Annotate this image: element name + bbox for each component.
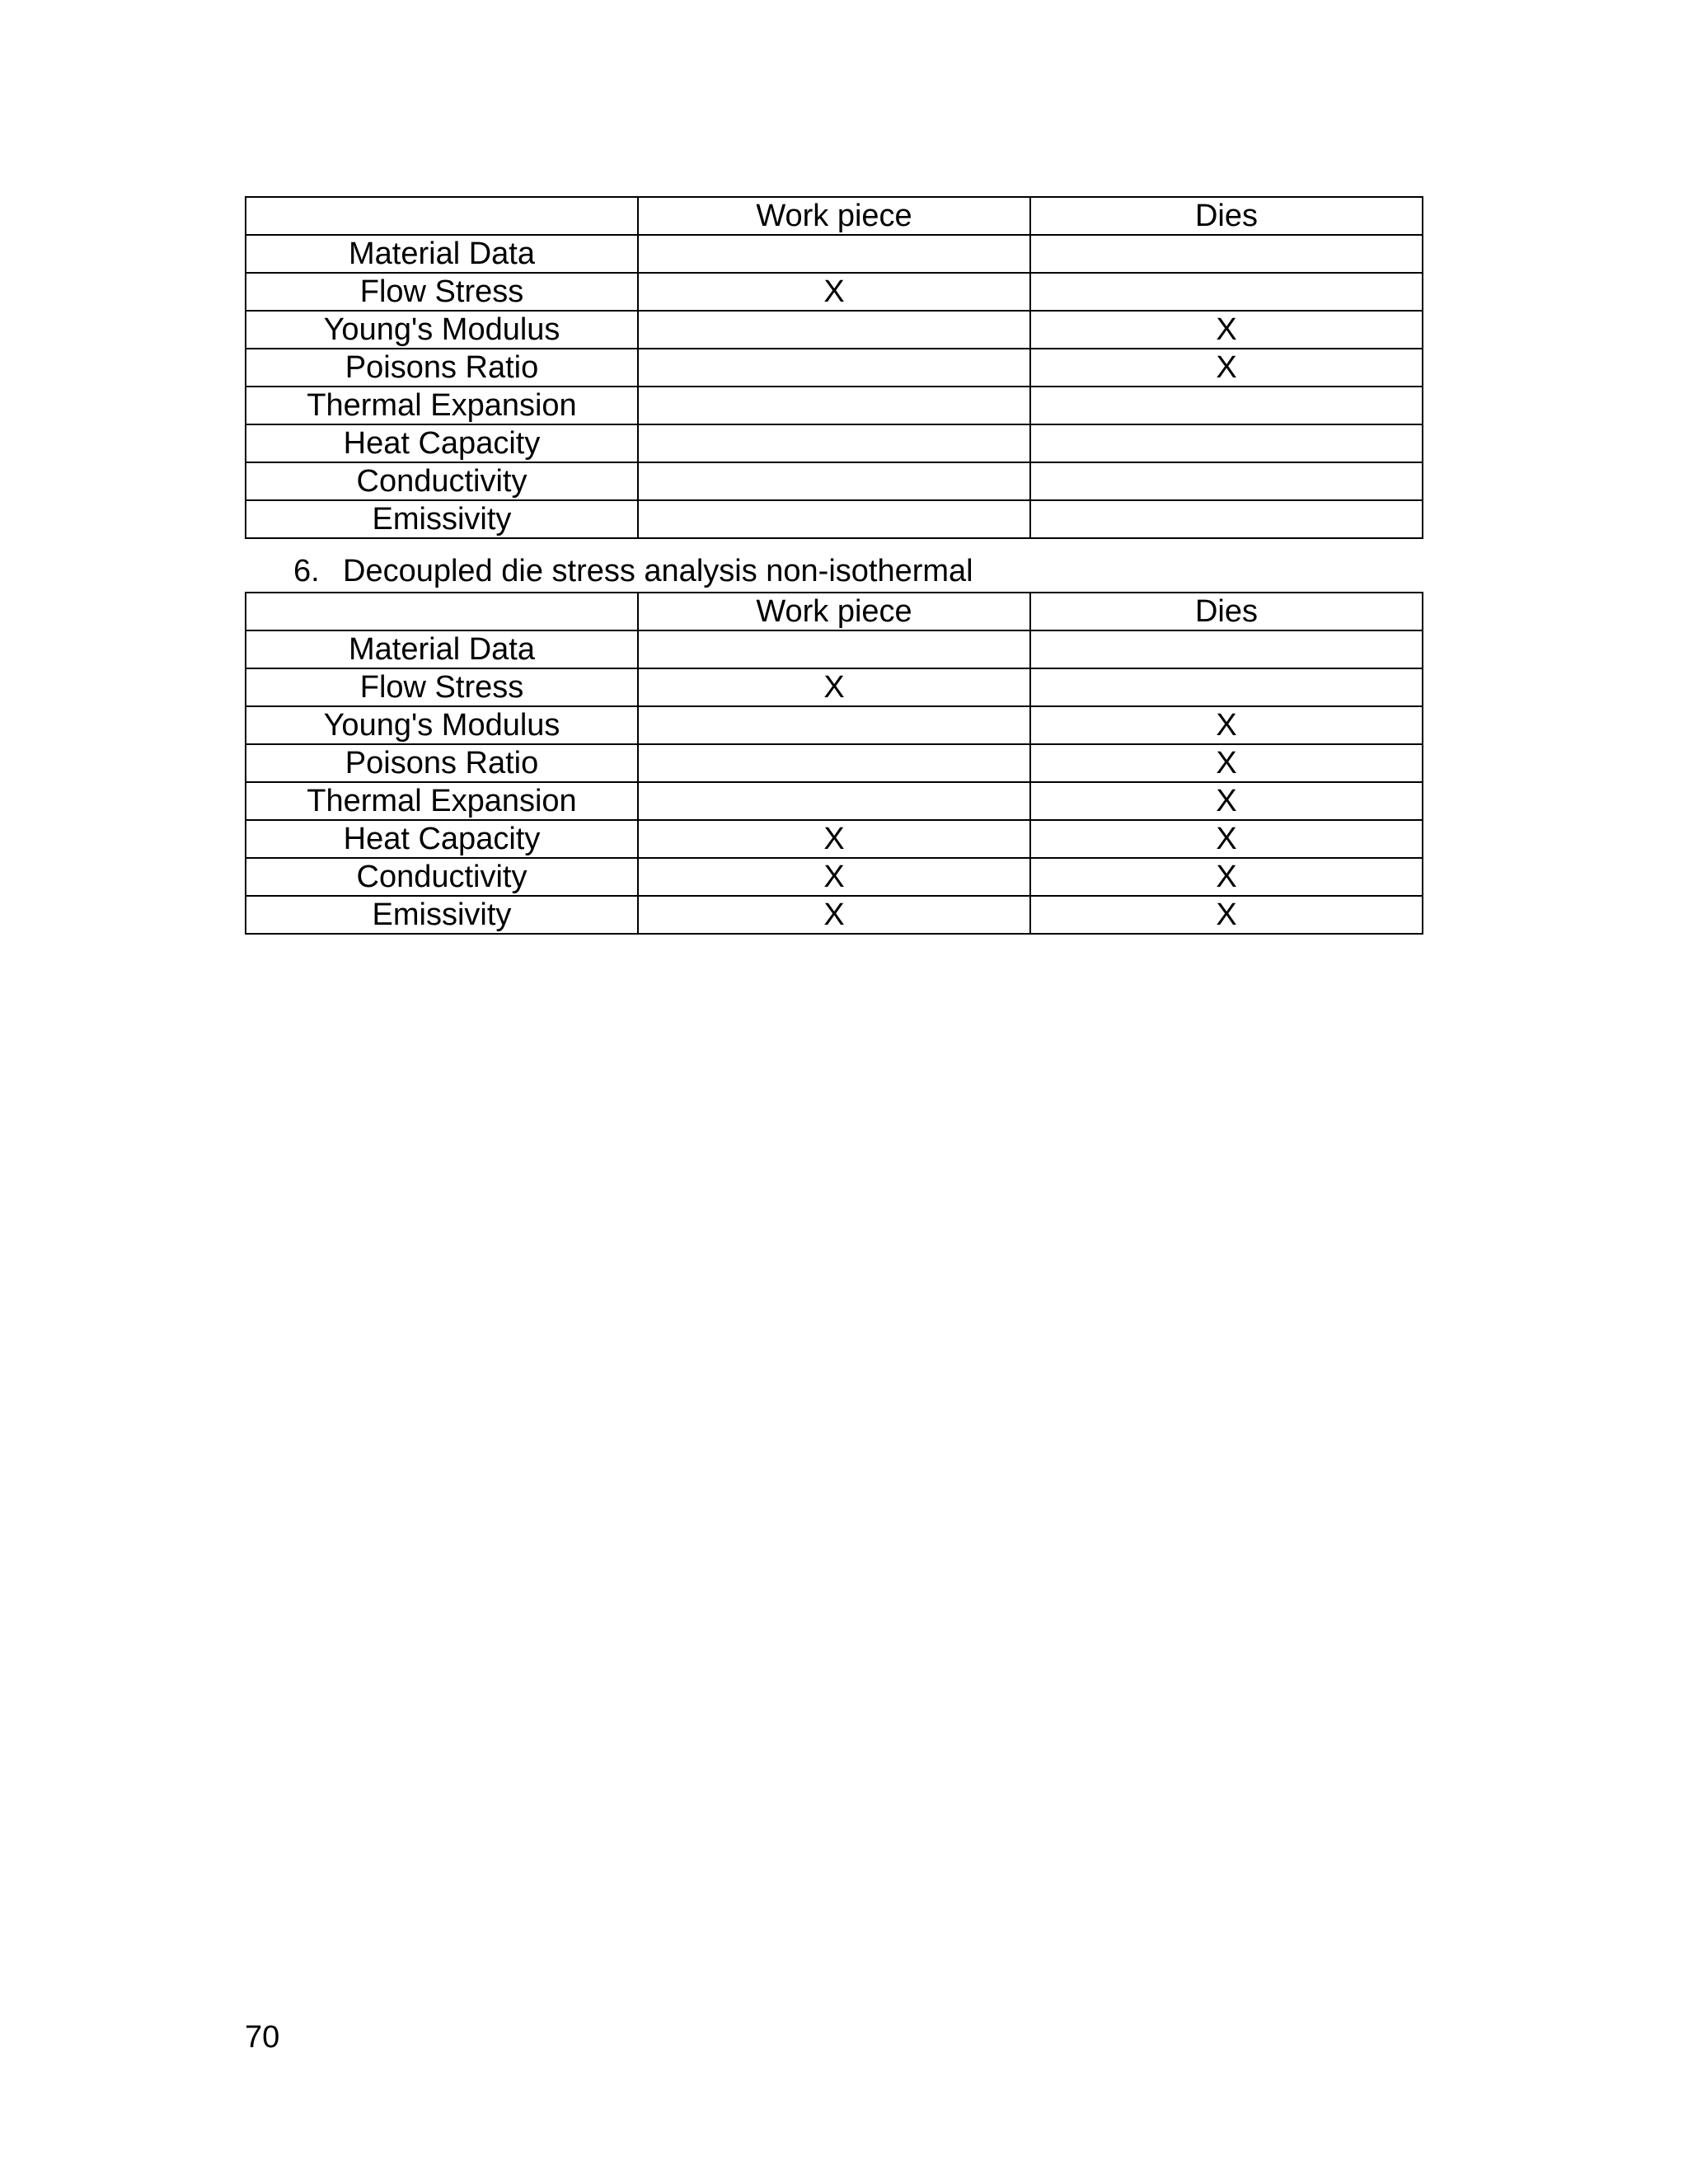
work-piece-cell [638, 462, 1030, 500]
work-piece-cell [638, 387, 1030, 424]
work-piece-cell: X [638, 820, 1030, 858]
row-label: Conductivity [246, 858, 638, 896]
table-row [246, 744, 1423, 782]
dies-cell: X [1030, 820, 1423, 858]
row-label: Heat Capacity [246, 820, 638, 858]
table-row [246, 858, 1423, 896]
page-number: 70 [245, 2020, 280, 2055]
work-piece-cell [638, 500, 1030, 538]
table-row [246, 782, 1423, 820]
table-row [246, 896, 1423, 934]
table-row [246, 500, 1423, 538]
dies-cell: X [1030, 858, 1423, 896]
dies-cell [1030, 668, 1423, 706]
work-piece-cell [638, 744, 1030, 782]
dies-cell [1030, 630, 1423, 668]
row-label: Young's Modulus [246, 706, 638, 744]
dies-cell: X [1030, 896, 1423, 934]
dies-cell: X [1030, 744, 1423, 782]
dies-cell [1030, 500, 1423, 538]
work-piece-cell: X [638, 273, 1030, 311]
dies-cell [1030, 462, 1423, 500]
header-cell-blank [246, 197, 638, 235]
header-cell-dies: Dies [1030, 593, 1423, 630]
work-piece-cell [638, 235, 1030, 273]
header-cell-work-piece: Work piece [638, 197, 1030, 235]
row-label: Material Data [246, 235, 638, 273]
row-label: Poisons Ratio [246, 349, 638, 387]
section-title: Decoupled die stress analysis non-isothermal [343, 554, 973, 588]
section-heading [293, 551, 973, 591]
section-number: 6. [293, 554, 320, 588]
table-header-row [246, 197, 1423, 235]
work-piece-cell: X [638, 668, 1030, 706]
row-label: Heat Capacity [246, 424, 638, 462]
row-label: Thermal Expansion [246, 387, 638, 424]
row-label: Material Data [246, 630, 638, 668]
dies-cell [1030, 273, 1423, 311]
row-label: Flow Stress [246, 668, 638, 706]
work-piece-cell [638, 706, 1030, 744]
dies-cell [1030, 387, 1423, 424]
table-header-row [246, 593, 1423, 630]
dies-cell: X [1030, 349, 1423, 387]
table-row [246, 311, 1423, 349]
dies-cell [1030, 424, 1423, 462]
header-cell-work-piece: Work piece [638, 593, 1030, 630]
table-row [246, 630, 1423, 668]
work-piece-cell: X [638, 858, 1030, 896]
table-row [246, 424, 1423, 462]
table-row [246, 349, 1423, 387]
table-row [246, 387, 1423, 424]
material-data-table-2 [245, 592, 1423, 935]
table-row [246, 706, 1423, 744]
table-row [246, 820, 1423, 858]
row-label: Young's Modulus [246, 311, 638, 349]
work-piece-cell [638, 782, 1030, 820]
material-data-table-1 [245, 196, 1423, 539]
row-label: Emissivity [246, 500, 638, 538]
dies-cell: X [1030, 311, 1423, 349]
work-piece-cell: X [638, 896, 1030, 934]
table-row [246, 235, 1423, 273]
work-piece-cell [638, 424, 1030, 462]
work-piece-cell [638, 630, 1030, 668]
work-piece-cell [638, 349, 1030, 387]
row-label: Flow Stress [246, 273, 638, 311]
dies-cell: X [1030, 782, 1423, 820]
dies-cell: X [1030, 706, 1423, 744]
row-label: Conductivity [246, 462, 638, 500]
table-row [246, 273, 1423, 311]
work-piece-cell [638, 311, 1030, 349]
table-row [246, 462, 1423, 500]
row-label: Poisons Ratio [246, 744, 638, 782]
row-label: Emissivity [246, 896, 638, 934]
dies-cell [1030, 235, 1423, 273]
header-cell-blank [246, 593, 638, 630]
table-row [246, 668, 1423, 706]
header-cell-dies: Dies [1030, 197, 1423, 235]
row-label: Thermal Expansion [246, 782, 638, 820]
